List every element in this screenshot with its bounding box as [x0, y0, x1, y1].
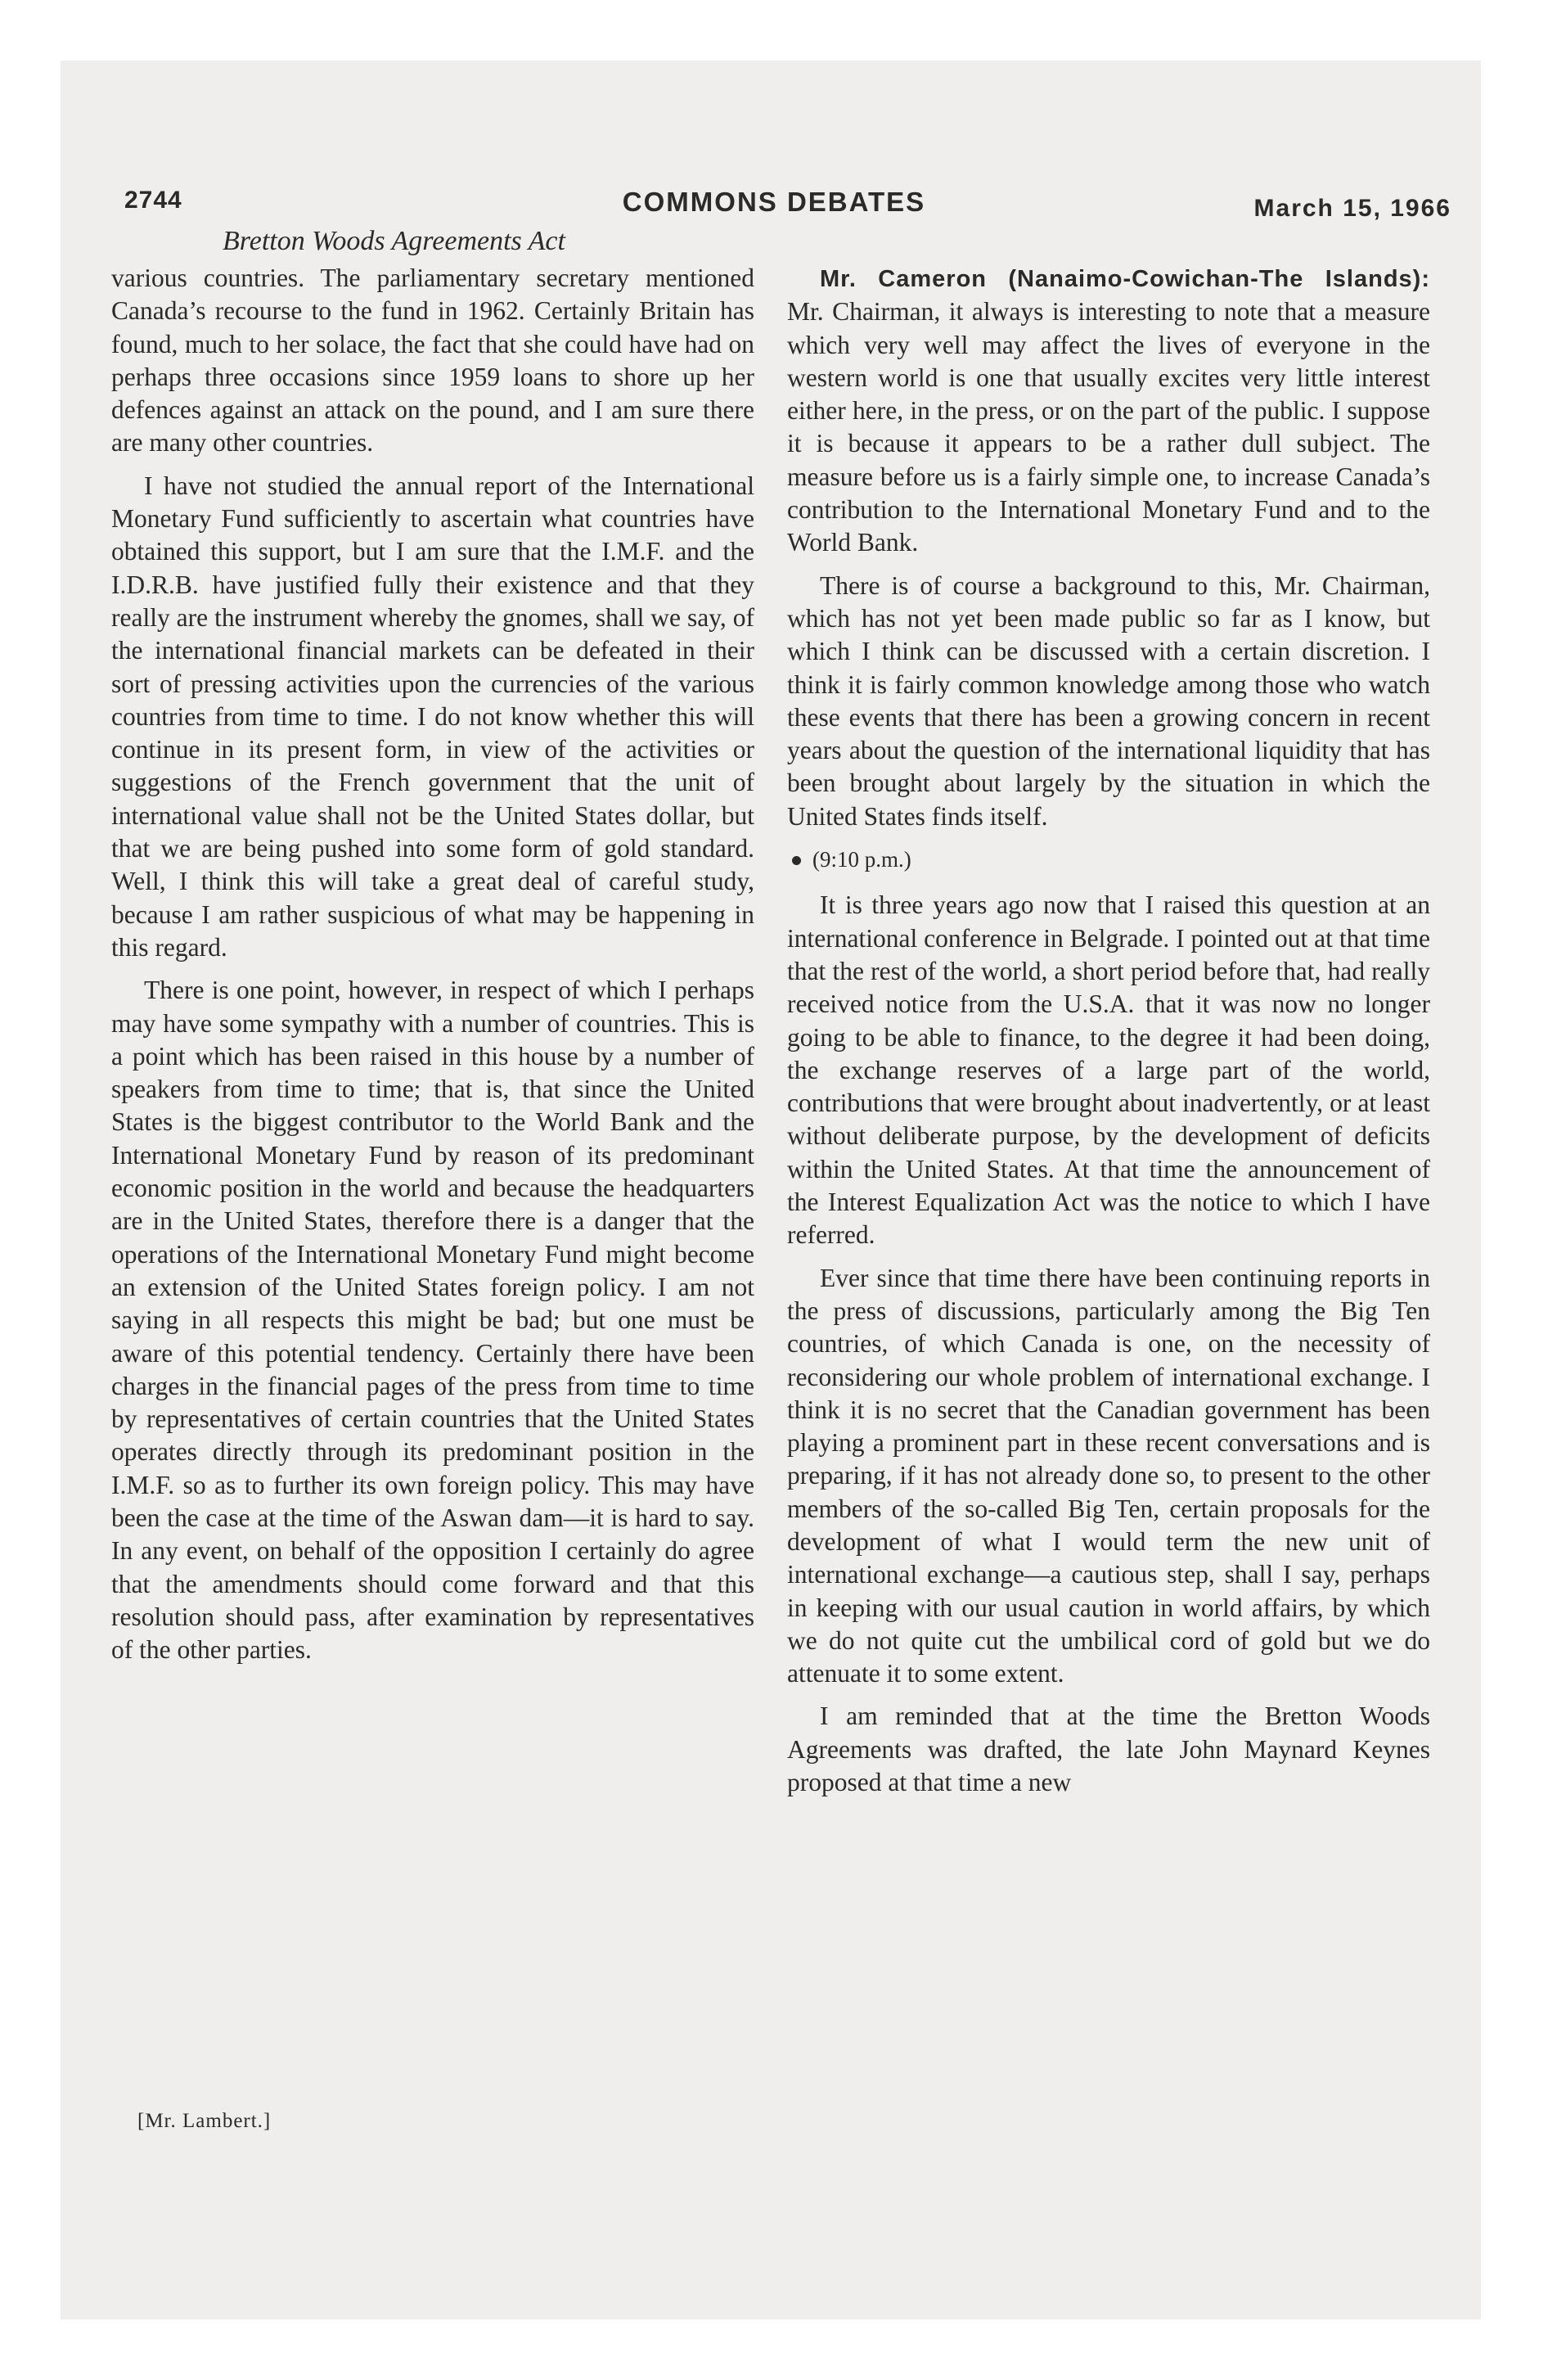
left-paragraph-3: There is one point, however, in respect of which I perhaps may have some sympathy with a number of countries. This is a point which has been raised in this house by a number of speakers from time to time; that is, that since the United States is the biggest contributor to the World Bank and the International Monetary Fund by reason of its predominant economic position in the world and because the headquarters are in the United States, therefore there is a danger that the operations of the International Monetary Fund might become an extension of the United States foreign policy. I am not saying in all respects this might be bad; but one must be aware of this potential tendency. Certainly there have been charges in the financial pages of the press from time to time by representatives of certain countries that the United States operates directly through its predominant position in the I.M.F. so as to further its own foreign policy. This may have been the case at the time of the Aswan dam—it is hard to say. In any event, on behalf of the opposition I certainly do agree that the amendments should come forward and that this resolution should pass, after examination by representatives of the other parties.	[111, 976, 754, 1665]
speaker-attribution: [Mr. Lambert.]	[137, 2110, 272, 2132]
right-column	[787, 262, 1430, 1809]
right-paragraph-2: There is of course a background to this, Mr. Chairman, which has not yet been made public so far as I know, but which I think can be discussed with a certain discretion. I think it is fairly common knowledge among those who watch these events that there has been a growing concern in recent years about the question of the international liquidity that has been brought about largely by the situation in which the United States finds itself.	[787, 570, 1430, 831]
right-paragraph-1	[787, 262, 1430, 560]
right-paragraph-5: I am reminded that at the time the Bretton Woods Agreements was drafted, the late John Maynard Keynes proposed at that time a new	[787, 1702, 1430, 1797]
bullet-icon	[792, 856, 801, 865]
left-paragraph-2: I have not studied the annual report of the International Monetary Fund sufficiently to ascertain what countries have obtained this support, but I am sure that the I.M.F. and the I.D.R.B. have justified fully their existence and that they really are the instrument whereby the gnomes, shall we say, of the international financial markets can be defeated in their sort of pressing activities upon the currencies of the various countries from time to time. I do not know whether this will continue in its present form, in view of the activities or suggestions of the French government that the unit of international value shall not be the United States dollar, but that we are being pushed into some form of gold standard. Well, I think this will take a great deal of careful study, because I am rather suspicious of what may be happening in this regard.	[111, 471, 754, 962]
right-paragraph-4: Ever since that time there have been continuing reports in the press of discussions, particularly among the Big Ten countries, of which Canada is one, on the necessity of reconsidering our whole problem of international exchange. I think it is no secret that the Canadian government has been playing a prominent part in these recent conversations and is preparing, if it has not already done so, to present to the other members of the so-called Big Ten, certain proposals for the development of what I would term the new unit of international exchange—a cautious step, shall I say, perhaps in keeping with our usual caution in world affairs, by which we do not quite cut the umbilical cord of gold but we do attenuate it to some extent.	[787, 1263, 1430, 1688]
section-subtitle: Bretton Woods Agreements Act	[223, 226, 565, 256]
timestamp-line	[787, 843, 1430, 876]
publication-title: COMMONS DEBATES	[622, 187, 926, 217]
speaker-name: Mr. Cameron (Nanaimo-Cowichan-The Islands):	[820, 266, 1430, 292]
left-paragraph-1: various countries. The parliamentary secretary mentioned Canada’s recourse to the fund in 1962. Certainly Britain has found, much to her solace, the fact that she could have had on perhaps three occasions since 1959 loans to shore up her defences against an attack on the pound, and I am sure there are many other countries.	[111, 264, 754, 458]
page-number: 2744	[124, 187, 182, 214]
left-column	[111, 262, 754, 1676]
issue-date: March 15, 1966	[1253, 195, 1451, 222]
timestamp: (9:10 p.m.)	[812, 847, 911, 872]
right-paragraph-3: It is three years ago now that I raised this question at an international conference in Belgrade. I pointed out at that time that the rest of the world, a short period before that, had really received notice from the U.S.A. that it was now no longer going to be able to finance, to the degree it had been doing, the exchange reserves of a large part of the world, contributions that were brought about inadvertently, or at least without deliberate purpose, by the development of deficits within the United States. At that time the announcement of the Interest Equalization Act was the notice to which I have referred.	[787, 890, 1430, 1250]
speech-opening: Mr. Chairman, it always is interesting to note that a measure which very well may affect the lives of everyone in the western world is one that usually excites very little interest either here, in the press, or on the part of the public. I suppose it is because it appears to be a rather dull subject. The measure before us is a fairly simple one, to increase Canada’s contribution to the International Monetary Fund and to the World Bank.	[787, 297, 1430, 557]
